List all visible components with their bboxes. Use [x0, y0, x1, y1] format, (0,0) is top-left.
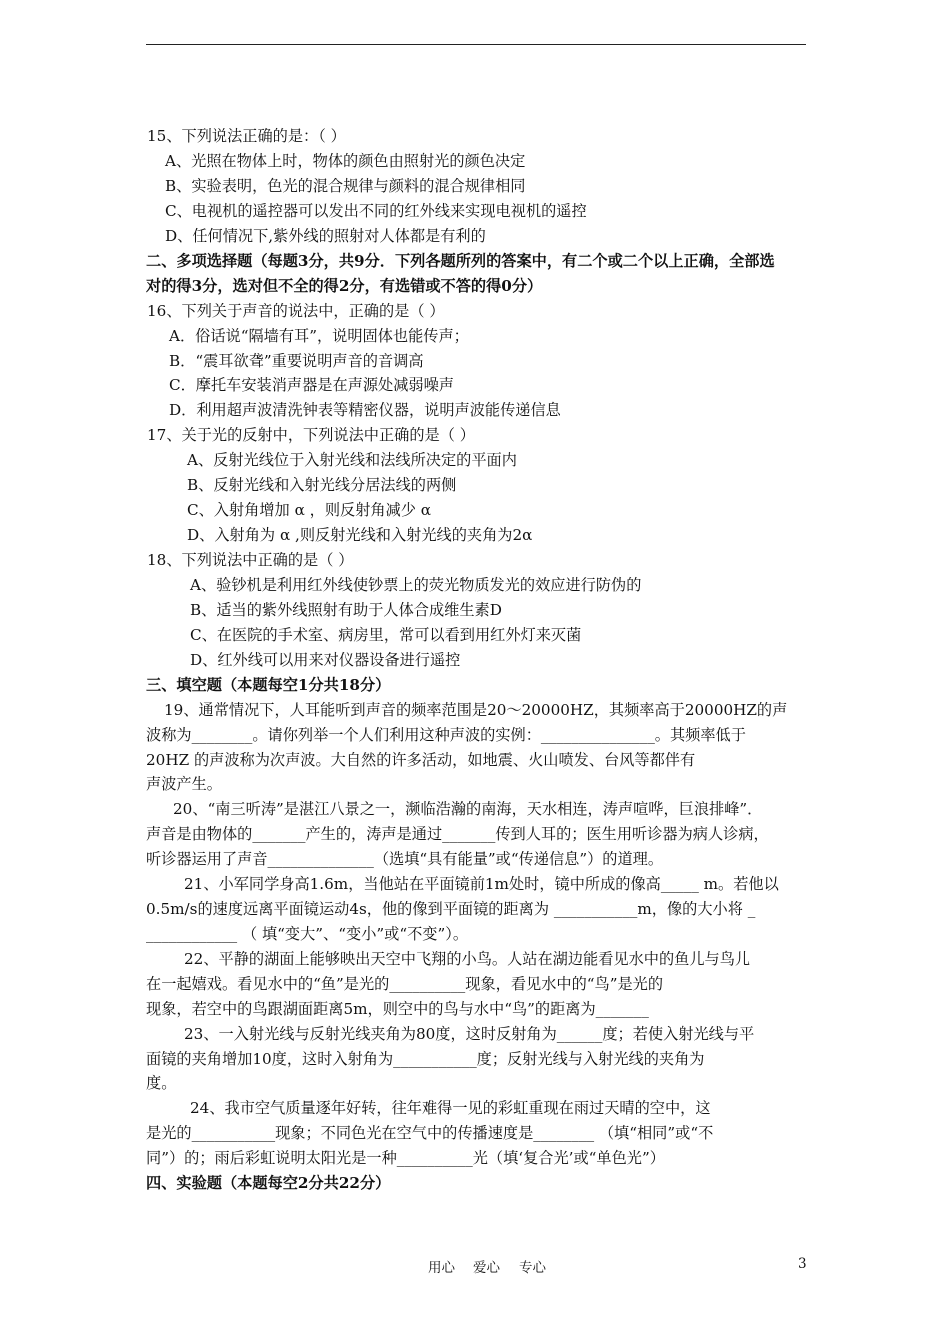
q16-option-a: A．俗话说“隔墙有耳”，说明固体也能传声； [169, 327, 469, 345]
q21-line-3: ____________ （ 填“变大”、“变小”或“不变”）。 [146, 925, 469, 943]
q22-line-1: 22、平静的湖面上能够映出天空中飞翔的小鸟。人站在湖边能看见水中的鱼儿与鸟儿 [184, 950, 751, 968]
q18-option-b: B、适当的紫外线照射有助于人体合成维生素D [190, 601, 502, 619]
q16-option-d: D．利用超声波清洗钟表等精密仪器，说明声波能传递信息 [169, 401, 561, 419]
section-3-heading: 三、填空题（本题每空1分共18分） [146, 676, 391, 694]
q17-stem: 17、关于光的反射中，下列说法中正确的是（ ） [147, 426, 475, 444]
q16-option-b: B．“震耳欲聋”重要说明声音的音调高 [169, 352, 424, 370]
q24-line-3: 同”）的；雨后彩虹说明太阳光是一种__________光（填‘复合光’或“单色光”） [146, 1149, 665, 1167]
q24-line-1: 24、我市空气质量逐年好转，往年难得一见的彩虹重现在雨过天晴的空中，这 [190, 1099, 711, 1117]
q23-line-3: 度。 [146, 1074, 177, 1092]
q23-line-1: 23、一入射光线与反射光线夹角为80度，这时反射角为______度；若使入射光线与平 [184, 1025, 755, 1043]
header-rule [146, 44, 806, 45]
q18-option-d: D、红外线可以用来对仪器设备进行遥控 [190, 651, 461, 669]
footer-motto-2: 爱心 [473, 1260, 500, 1276]
q21-line-2: 0.5m/s的速度远离平面镜运动4s，他的像到平面镜的距离为 ___________m，像的大小将 _ [146, 900, 756, 918]
q15-stem: 15、下列说法正确的是：（ ） [147, 127, 346, 145]
q15-option-c: C、电视机的遥控器可以发出不同的红外线来实现电视机的遥控 [165, 202, 587, 220]
q24-line-2: 是光的___________现象；不同色光在空气中的传播速度是________ （填“相同”或“不 [146, 1124, 714, 1142]
q22-line-3: 现象，若空中的鸟跟湖面距离5m，则空中的鸟与水中“鸟”的距离为_______ [146, 1000, 649, 1018]
q20-line-2: 声音是由物体的_______产生的，涛声是通过_______传到人耳的；医生用听诊器为病人诊病， [146, 825, 769, 843]
section-4-heading: 四、实验题（本题每空2分共22分） [146, 1174, 391, 1192]
q16-stem: 16、下列关于声音的说法中，正确的是（ ） [147, 302, 445, 320]
q18-option-c: C、在医院的手术室、病房里，常可以看到用红外灯来灭菌 [190, 626, 582, 644]
q19-line-1: 19、通常情况下，人耳能听到声音的频率范围是20～20000HZ，其频率高于20000HZ的声 [164, 701, 788, 719]
q19-line-3: 20HZ 的声波称为次声波。大自然的许多活动，如地震、火山喷发、台风等都伴有 [146, 751, 696, 769]
footer-motto-3: 专心 [519, 1260, 546, 1276]
q16-option-c: C．摩托车安装消声器是在声源处减弱噪声 [169, 376, 454, 394]
q18-option-a: A、验钞机是利用红外线使钞票上的荧光物质发光的效应进行防伪的 [190, 576, 642, 594]
q17-option-a: A、反射光线位于入射光线和法线所决定的平面内 [187, 451, 517, 469]
q19-line-4: 声波产生。 [146, 775, 222, 793]
q18-stem: 18、下列说法中正确的是（ ） [147, 551, 354, 569]
q20-line-3: 听诊器运用了声音______________（选填“具有能量”或“传递信息”）的道理。 [146, 850, 664, 868]
page-number: 3 [798, 1256, 807, 1272]
q17-option-b: B、反射光线和入射光线分居法线的两侧 [187, 476, 457, 494]
q22-line-2: 在一起嬉戏。看见水中的“鱼”是光的__________现象，看见水中的“鸟”是光的 [146, 975, 664, 993]
q15-option-a: A、光照在物体上时，物体的颜色由照射光的颜色决定 [165, 152, 526, 170]
section-2-heading: 二、多项选择题（每题3分，共9分．下列各题所列的答案中，有二个或二个以上正确，全部选 [146, 252, 775, 270]
q17-option-d: D、入射角为 α ,则反射光线和入射光线的夹角为2α [187, 526, 533, 544]
q20-line-1: 20、“南三听涛”是湛江八景之一，濒临浩瀚的南海，天水相连，涛声喧哗，巨浪排峰”． [173, 800, 763, 818]
footer-motto-1: 用心 [428, 1260, 455, 1276]
q15-option-b: B、实验表明，色光的混合规律与颜料的混合规律相同 [165, 177, 526, 195]
q23-line-2: 面镜的夹角增加10度，这时入射角为___________度；反射光线与入射光线的夹角为 [146, 1050, 705, 1068]
q19-line-2: 波称为________。请你列举一个人们利用这种声波的实例：_______________。其频率低于 [146, 726, 746, 744]
q21-line-1: 21、小军同学身高1.6m，当他站在平面镜前1m处时，镜中所成的像高_____ m。若他以 [184, 875, 779, 893]
section-2-heading-cont: 对的得3分，选对但不全的得2分，有选错或不答的得0分） [146, 277, 543, 295]
q17-option-c: C、入射角增加 α ，则反射角减少 α [187, 501, 432, 519]
q15-option-d: D、任何情况下,紫外线的照射对人体都是有利的 [165, 227, 486, 245]
